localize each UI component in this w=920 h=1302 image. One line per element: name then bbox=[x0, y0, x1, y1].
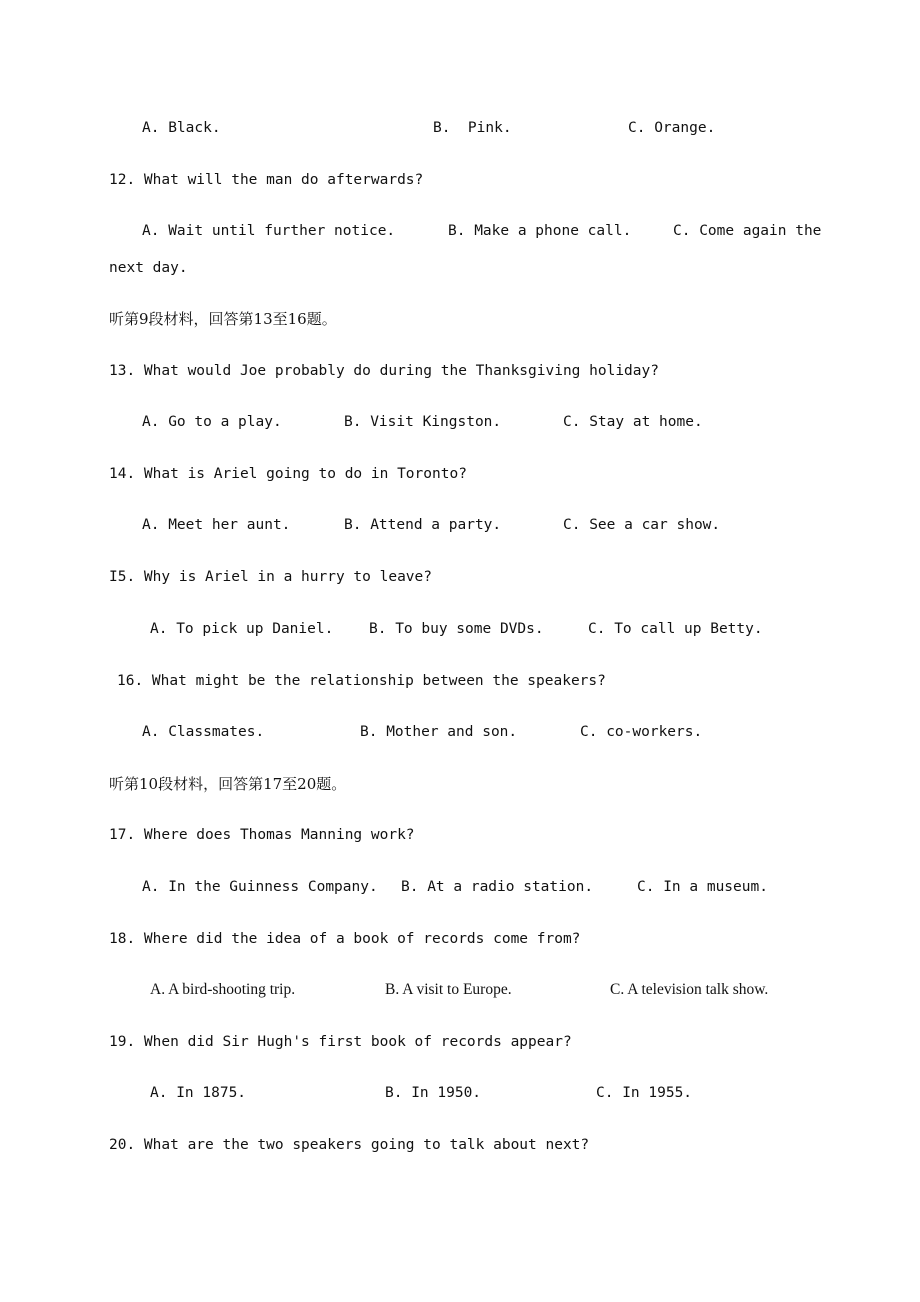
q11-option-b: B. Pink. bbox=[433, 120, 512, 136]
q11-option-a: A. Black. bbox=[142, 120, 221, 136]
q13-option-a: A. Go to a play. bbox=[142, 414, 282, 430]
q15-option-c: C. To call up Betty. bbox=[588, 621, 763, 637]
q12-option-a: A. Wait until further notice. bbox=[142, 223, 396, 239]
q18-option-c: C. A television talk show. bbox=[610, 981, 769, 998]
q16-option-c: C. co-workers. bbox=[580, 724, 703, 740]
q19-question: 19. When did Sir Hugh's first book of records appear? bbox=[109, 1034, 572, 1050]
q11-option-c: C. Orange. bbox=[628, 120, 716, 136]
q19-option-c: C. In 1955. bbox=[596, 1085, 693, 1101]
q17-option-c: C. In a museum. bbox=[637, 879, 768, 895]
q12-question: 12. What will the man do afterwards? bbox=[109, 172, 424, 188]
q14-option-c: C. See a car show. bbox=[563, 517, 721, 533]
q12-option-b: B. Make a phone call. bbox=[448, 223, 632, 239]
q17-option-b: B. At a radio station. bbox=[401, 879, 594, 895]
q14-question: 14. What is Ariel going to do in Toronto? bbox=[109, 466, 467, 482]
q15-question: I5. Why is Ariel in a hurry to leave? bbox=[109, 569, 433, 585]
q19-option-a: A. In 1875. bbox=[150, 1085, 247, 1101]
q18-option-b: B. A visit to Europe. bbox=[385, 981, 512, 998]
q16-question: 16. What might be the relationship between the speakers? bbox=[117, 673, 606, 689]
q12-option-c: C. Come again the bbox=[673, 223, 822, 239]
section-10-instruction: 听第10段材料，回答第17至20题。 bbox=[109, 775, 347, 793]
q13-option-c: C. Stay at home. bbox=[563, 414, 703, 430]
q13-question: 13. What would Joe probably do during the Thanksgiving holiday? bbox=[109, 363, 659, 379]
q15-option-b: B. To buy some DVDs. bbox=[369, 621, 544, 637]
q15-option-a: A. To pick up Daniel. bbox=[150, 621, 334, 637]
q14-option-a: A. Meet her aunt. bbox=[142, 517, 291, 533]
q18-option-a: A. A bird-shooting trip. bbox=[150, 981, 296, 998]
q17-question: 17. Where does Thomas Manning work? bbox=[109, 827, 415, 843]
q14-option-b: B. Attend a party. bbox=[344, 517, 502, 533]
q16-option-a: A. Classmates. bbox=[142, 724, 265, 740]
q17-option-a: A. In the Guinness Company. bbox=[142, 879, 378, 895]
q16-option-b: B. Mother and son. bbox=[360, 724, 518, 740]
q13-option-b: B. Visit Kingston. bbox=[344, 414, 502, 430]
q20-question: 20. What are the two speakers going to talk about next? bbox=[109, 1137, 590, 1153]
q12-option-c-continuation: next day. bbox=[109, 260, 188, 276]
section-9-instruction: 听第9段材料，回答第13至16题。 bbox=[109, 310, 337, 328]
q19-option-b: B. In 1950. bbox=[385, 1085, 482, 1101]
q18-question: 18. Where did the idea of a book of records come from? bbox=[109, 931, 581, 947]
